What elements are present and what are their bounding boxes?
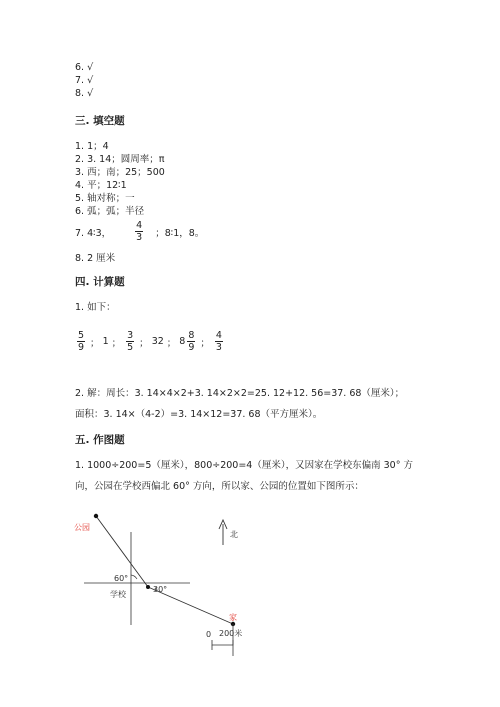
fraction-numerator: 8: [188, 330, 195, 341]
drawing-item-1-line1: 1. 1000÷200=5（厘米），800÷200=4（厘米），又因家在学校东偏南 30° 方: [75, 460, 413, 471]
fill-item-7-prefix: 7. 4∶3，: [75, 227, 112, 239]
fill-item-4: 4. 平；12∶1: [75, 180, 127, 191]
park-point: [94, 514, 98, 518]
judgment-item-7: 7. √: [75, 75, 94, 86]
fraction-numerator: 4: [136, 220, 143, 231]
result-5-whole: 8: [179, 336, 186, 347]
fill-item-3: 3. 西；南；25；500: [75, 167, 165, 178]
scale-zero-label: 0: [206, 630, 212, 639]
fill-item-5: 5. 轴对称；一: [75, 193, 135, 204]
fill-item-6: 6. 弧；弧；半径: [75, 206, 145, 217]
fraction-denominator: 9: [78, 342, 85, 353]
section5-title: 五. 作图题: [75, 434, 125, 446]
fraction-numerator: 4: [215, 330, 222, 341]
fraction-denominator: 3: [215, 342, 222, 353]
scale-bar: [212, 640, 233, 645]
fill-item-1: 1. 1；4: [75, 141, 109, 152]
angle-60-label: 60°: [114, 574, 129, 583]
angle-60-arc: [131, 575, 137, 579]
drawing-item-1-line2: 向，公园在学校西偏北 60° 方向，所以家、公园的位置如下图所示：: [75, 481, 364, 492]
fraction-numerator: 5: [78, 330, 85, 341]
school-label: 学校: [110, 590, 126, 599]
fraction-denominator: 3: [136, 232, 143, 243]
fill-item-8: 8. 2 厘米: [75, 253, 116, 264]
result-4: 32: [151, 336, 164, 347]
calc-item-2-line1: 2. 解：周长：3. 14×4×2+3. 14×2×2=25. 12+12. 56=37. 68（厘米）；: [75, 388, 405, 399]
north-label: 北: [230, 530, 238, 539]
separator: ；: [139, 337, 149, 349]
fraction-denominator: 5: [127, 342, 134, 353]
scale-length-label: 200米: [219, 629, 243, 638]
fraction-numerator: 3: [127, 330, 134, 341]
separator: ；: [200, 337, 210, 349]
angle-30-label: 30°: [153, 585, 168, 594]
fraction-denominator: 9: [188, 342, 195, 353]
home-label: 家: [229, 613, 237, 622]
separator: ；: [90, 337, 100, 349]
judgment-item-8: 8. √: [75, 88, 94, 99]
separator: ；: [166, 337, 177, 349]
park-label: 公园: [74, 523, 90, 532]
calc-item-2-line2: 面积：3. 14×（4-2）=3. 14×12=37. 68（平方厘米）。: [75, 409, 323, 420]
result-2: 1: [102, 336, 109, 347]
judgment-item-6: 6. √: [75, 62, 94, 73]
fill-item-7-suffix: ；8∶1，8。: [155, 227, 205, 239]
fill-item-2: 2. 3. 14；圆周率；π: [75, 154, 165, 165]
section4-title: 四. 计算题: [75, 276, 125, 288]
separator: ；: [111, 337, 122, 349]
calc-item-1-label: 1. 如下：: [75, 302, 116, 313]
section3-title: 三. 填空题: [75, 115, 125, 127]
school-point: [146, 585, 150, 589]
